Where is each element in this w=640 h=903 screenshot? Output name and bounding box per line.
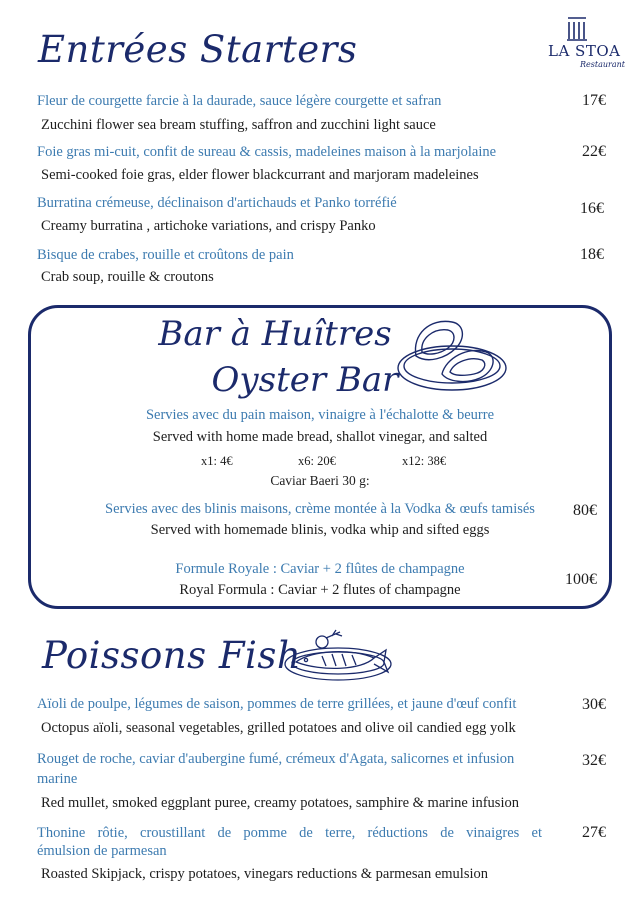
oyster-option-x1: x1: 4€ <box>201 454 233 468</box>
caviar-label: Caviar Baeri 30 g: <box>270 473 370 488</box>
fish-2-fr-line1: Rouget de roche, caviar d'aubergine fumé, crémeux d'Agata, salicornes et infusion <box>37 751 515 767</box>
blinis-fr: Servies avec des blinis maisons, crème montée à la Vodka & œufs tamisés <box>105 501 535 517</box>
fish-3-price: 27€ <box>582 824 606 841</box>
blinis-price: 80€ <box>573 502 597 519</box>
oyster-serve-en: Served with home made bread, shallot vinegar, and salted <box>152 429 488 445</box>
fish-1-fr: Aïoli de poulpe, légumes de saison, pommes de terre grillées, et jaune d'œuf confit <box>37 696 517 712</box>
fish-2-fr-line2: marine <box>37 771 78 787</box>
oyster-option-x12: x12: 38€ <box>402 454 447 468</box>
royale-fr: Formule Royale : Caviar + 2 flûtes de champagne <box>175 561 465 577</box>
fish-3-fr-line2: émulsion de parmesan <box>37 843 167 859</box>
logo-name: LA STOA <box>548 42 621 60</box>
starter-3-en: Creamy burratina , artichoke variations, and crispy Panko <box>41 218 376 234</box>
oyster-heading-en: Oyster Bar <box>211 360 399 400</box>
oyster-option-x6: x6: 20€ <box>298 454 336 468</box>
starter-3-price: 16€ <box>580 200 604 217</box>
oyster-heading-fr: Bar à Huîtres <box>158 314 392 354</box>
starter-1-fr: Fleur de courgette farcie à la daurade, sauce légère courgette et safran <box>37 93 442 109</box>
logo-subtitle: Restaurant <box>580 60 625 69</box>
royale-price: 100€ <box>565 571 597 588</box>
starter-2-fr: Foie gras mi-cuit, confit de sureau & cassis, madeleines maison à la marjolaine <box>37 144 497 160</box>
fish-3-fr-line1: Thonine rôtie, croustillant de pomme de terre, réductions de vinaigres et <box>37 825 542 841</box>
fish-2-en: Red mullet, smoked eggplant puree, creamy potatoes, samphire & marine infusion <box>41 795 519 811</box>
fish-plate-illustration <box>282 628 394 684</box>
fish-1-price: 30€ <box>582 696 606 713</box>
starter-3-fr: Burratina crémeuse, déclinaison d'artichauds et Panko torréfié <box>37 195 397 211</box>
blinis-en: Served with homemade blinis, vodka whip and sifted eggs <box>150 522 490 538</box>
fish-3-en: Roasted Skipjack, crispy potatoes, vinegars reductions & parmesan emulsion <box>41 866 488 882</box>
starter-4-en: Crab soup, rouille & croutons <box>41 269 214 285</box>
starter-1-en: Zucchini flower sea bream stuffing, saffron and zucchini light sauce <box>41 117 436 133</box>
starter-2-en: Semi-cooked foie gras, elder flower blackcurrant and marjoram madeleines <box>41 167 479 183</box>
starter-1-price: 17€ <box>582 92 606 109</box>
oyster-illustration <box>394 312 510 394</box>
fish-1-en: Octopus aïoli, seasonal vegetables, grilled potatoes and olive oil candied egg yolk <box>41 720 516 736</box>
oyster-serve-fr: Servies avec du pain maison, vinaigre à l'échalotte & beurre <box>145 407 495 423</box>
logo <box>538 14 628 74</box>
starters-heading: Entrées Starters <box>38 28 358 71</box>
starter-4-price: 18€ <box>580 246 604 263</box>
fish-2-price: 32€ <box>582 752 606 769</box>
starter-2-price: 22€ <box>582 143 606 160</box>
fish-heading: Poissons Fish <box>42 634 302 677</box>
stoa-columns-icon <box>538 14 628 44</box>
royale-en: Royal Formula : Caviar + 2 flutes of champagne <box>179 582 461 598</box>
starter-4-fr: Bisque de crabes, rouille et croûtons de pain <box>37 247 294 263</box>
